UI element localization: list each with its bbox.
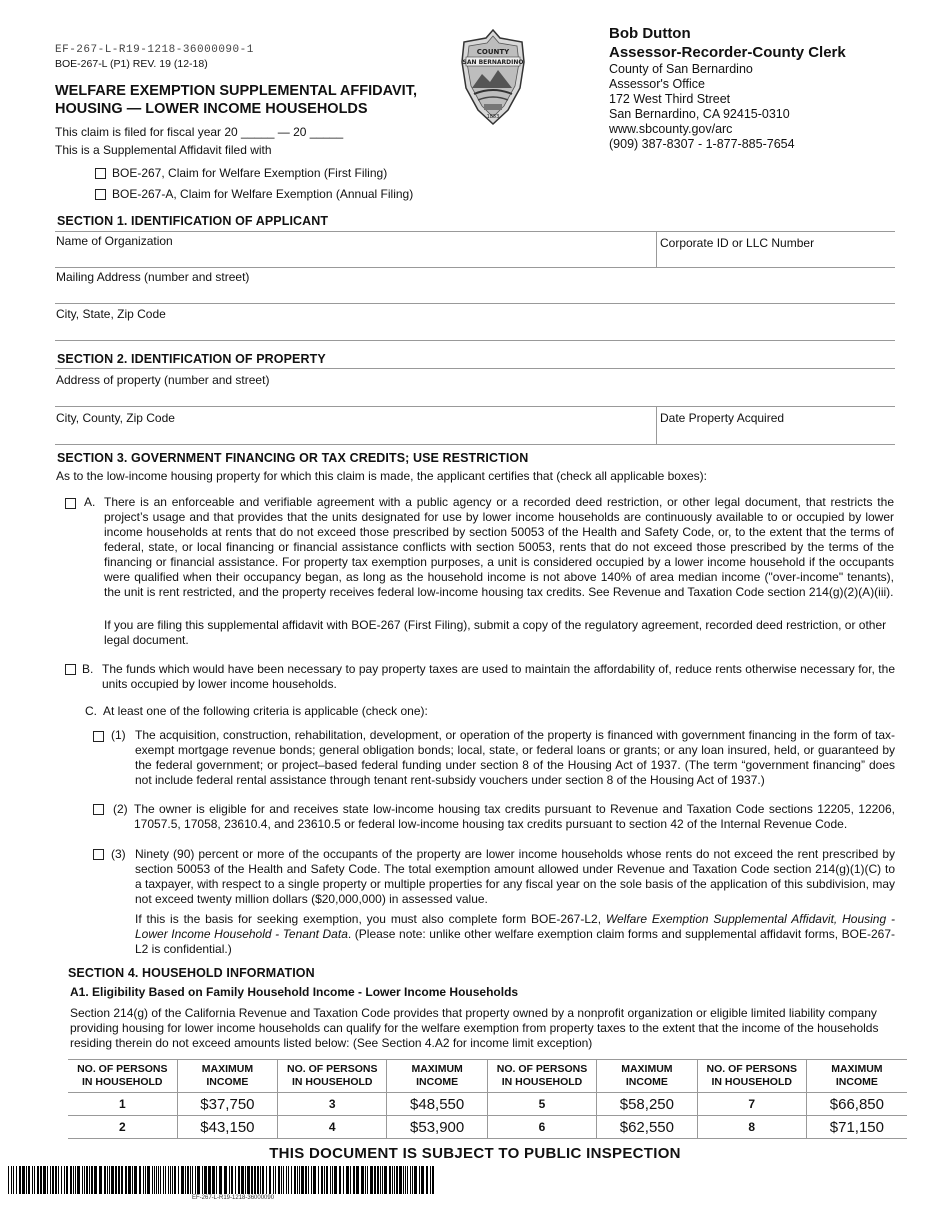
- property-address-field[interactable]: [56, 389, 894, 405]
- c3-note-form-title: Welfare Exemption Supplemental Affidavit, Housing - Lower Income Household - Tenant Data: [135, 912, 895, 941]
- criterion-b-label: B.: [82, 662, 94, 676]
- property-city-label: City, County, Zip Code: [56, 411, 175, 425]
- income-cell: $37,750: [177, 1093, 278, 1116]
- office-website: www.sbcounty.gov/arc: [609, 122, 733, 136]
- assessor-name: Bob Dutton: [609, 25, 691, 42]
- c3-note-start: If this is the basis for seeking exemption, you must also complete form BOE-267-L2,: [135, 912, 606, 926]
- date-acquired-label: Date Property Acquired: [660, 411, 785, 425]
- assessor-office-block: [609, 24, 846, 152]
- section3-intro: As to the low-income housing property for which this claim is made, the applicant certifies that (check all applicable boxes):: [56, 469, 707, 483]
- income-cell: $48,550: [387, 1093, 488, 1116]
- seal-band-text: SAN BERNARDINO: [462, 59, 524, 66]
- section2-heading: SECTION 2. IDENTIFICATION OF PROPERTY: [57, 352, 326, 366]
- date-acquired-field[interactable]: [660, 426, 894, 442]
- criterion-c-label: C.: [85, 704, 97, 718]
- office-street: 172 West Third Street: [609, 92, 731, 106]
- property-city-field[interactable]: [56, 426, 654, 442]
- form-title-line2: HOUSING — LOWER INCOME HOUSEHOLDS: [55, 101, 368, 117]
- assessor-title: Assessor-Recorder-County Clerk: [609, 44, 846, 61]
- criterion-a-checkbox[interactable]: [65, 498, 76, 509]
- criterion-c3-text: Ninety (90) percent or more of the occupants of the property are lower income households whose rents do not exceed the rent prescribed by section 50053 of the Health and Safety Code. The total exemption amount allowed under Revenue and Taxation Code section 214(g)(1)(C) to a taxpayer, with respect to a single property or multiple properties for any fiscal year on the sole basis of the application of this subdivision, may not exceed twenty million dollars ($20,000,000) in assessed value.: [135, 847, 895, 906]
- income-cell: $58,250: [597, 1093, 698, 1116]
- col-persons-header: NO. OF PERSONS IN HOUSEHOLD: [68, 1060, 177, 1093]
- table-row: [68, 1093, 907, 1116]
- persons-cell: 1: [68, 1093, 177, 1116]
- barcode-caption: EF-267-L-R19-1218-36000090: [192, 1195, 275, 1201]
- criterion-c1-text: The acquisition, construction, rehabilitation, development, or operation of the property is financed with government financing in the form of tax-exempt mortgage revenue bonds; general obligation bonds; local, state, or federal loans or grants; or any loan insured, held, or guaranteed by the federal government; or project–based federal funding under section 8 of the Housing Act of 1937. (The term “government financing” does not include federal rental assistance through tenant rent-subsidy vouchers under section 8 of the Housing Act of 1937.): [135, 728, 895, 787]
- income-cell: $62,550: [597, 1116, 698, 1139]
- office-name: Assessor's Office: [609, 77, 705, 91]
- office-phone: (909) 387-8307 - 1-877-885-7654: [609, 137, 795, 151]
- boe267a-label: BOE-267-A, Claim for Welfare Exemption (Annual Filing): [112, 187, 414, 201]
- col-persons-header: NO. OF PERSONS IN HOUSEHOLD: [697, 1060, 806, 1093]
- criterion-b-text: The funds which would have been necessary to pay property taxes are used to maintain the affordability of, reduce rents otherwise necessary for, the units occupied by lower income households.: [102, 662, 895, 691]
- supplemental-with-label: This is a Supplemental Affidavit filed with: [55, 143, 272, 157]
- persons-cell: 2: [68, 1116, 177, 1139]
- section4-a1-heading: A1. Eligibility Based on Family Household Income - Lower Income Households: [70, 985, 519, 999]
- boe267a-checkbox[interactable]: [95, 189, 106, 200]
- criterion-c2-checkbox[interactable]: [93, 804, 104, 815]
- org-name-label: Name of Organization: [56, 234, 173, 248]
- criterion-a-note: If you are filing this supplemental affidavit with BOE-267 (First Filing), submit a copy of the regulatory agreement, recorded deed restriction, or other legal document.: [104, 618, 887, 647]
- criterion-c3-note: [135, 912, 895, 957]
- mailing-address-label: Mailing Address (number and street): [56, 270, 250, 284]
- seal-top-text: COUNTY: [476, 48, 510, 56]
- income-cell: $66,850: [806, 1093, 907, 1116]
- income-table-header: [68, 1060, 907, 1093]
- option-boe267: [95, 166, 387, 180]
- persons-cell: 5: [487, 1093, 596, 1116]
- col-income-header: MAXIMUM INCOME: [597, 1060, 698, 1093]
- col-persons-header: NO. OF PERSONS IN HOUSEHOLD: [278, 1060, 387, 1093]
- income-cell: $71,150: [806, 1116, 907, 1139]
- section4-heading: SECTION 4. HOUSEHOLD INFORMATION: [68, 966, 315, 980]
- section4-description: Section 214(g) of the California Revenue and Taxation Code provides that property owned by a nonprofit organization or eligible limited liability company providing housing for lower income households can qualify for the welfare exemption from property taxes to the extent that the income of the households residing therein do not exceed amounts listed below: (See Section 4.A2 for income limit exception): [70, 1006, 879, 1050]
- criterion-c-text: At least one of the following criteria is applicable (check one):: [103, 704, 428, 718]
- mailing-address-field[interactable]: [56, 286, 894, 302]
- corp-id-field[interactable]: [660, 250, 894, 266]
- boe267-label: BOE-267, Claim for Welfare Exemption (First Filing): [112, 166, 388, 180]
- income-cell: $53,900: [387, 1116, 488, 1139]
- org-name-field[interactable]: [56, 250, 654, 266]
- boe267-checkbox[interactable]: [95, 168, 106, 179]
- fiscal-year-line: This claim is filed for fiscal year 20 _____ — 20 _____: [55, 125, 344, 139]
- office-city: San Bernardino, CA 92415-0310: [609, 107, 790, 121]
- city-state-zip-label: City, State, Zip Code: [56, 307, 166, 321]
- income-limits-table: [68, 1059, 907, 1139]
- criterion-a-text: There is an enforceable and verifiable agreement with a public agency or a recorded deed restriction, or other legal document, that restricts the project’s usage and that provides that the units designated for use by lower income households are continuously available to or occupied by lower income households at rents that do not exceed those prescribed by section 50053 of the Health and Safety Code, or, to the extent that the terms of federal, state, or local financing or financial assistance conflicts with section 50053, rents that do not exceed those prescribed by the terms of the financing or financial assistance. For property tax exemption purposes, a unit is considered occupied by a lower income household if the occupants were qualified when their occupancy began, as long as the household income is not above 140% of area median income ("over-income" tenants), the unit is rent restricted, and the property receives federal low-income housing tax credits. See Revenue and Taxation Code section 214(g)(2)(A)(iii).: [104, 495, 894, 599]
- form-number: BOE-267-L (P1) REV. 19 (12-18): [55, 58, 208, 70]
- corp-id-label: Corporate ID or LLC Number: [660, 236, 815, 250]
- property-address-label: Address of property (number and street): [56, 373, 270, 387]
- criterion-c1-checkbox[interactable]: [93, 731, 104, 742]
- table-row: [68, 1116, 907, 1139]
- criterion-a-label: A.: [84, 495, 96, 509]
- public-inspection-text: THIS DOCUMENT IS SUBJECT TO PUBLIC INSPECTION: [269, 1145, 681, 1162]
- criterion-c2-label: (2): [113, 802, 128, 816]
- form-code-line: EF-267-L-R19-1218-36000090-1: [55, 44, 254, 56]
- section1-heading: SECTION 1. IDENTIFICATION OF APPLICANT: [57, 214, 329, 228]
- persons-cell: 3: [278, 1093, 387, 1116]
- persons-cell: 6: [487, 1116, 596, 1139]
- persons-cell: 4: [278, 1116, 387, 1139]
- seal-year: 1853: [486, 114, 500, 120]
- criterion-c3-checkbox[interactable]: [93, 849, 104, 860]
- option-boe267a: [95, 187, 413, 201]
- criterion-c2-text: The owner is eligible for and receives state low-income housing tax credits pursuant to Revenue and Taxation Code sections 12205, 12206, 17057.5, 17058, 23610.4, and 23610.5 or federal low-income housing tax credits pursuant to section 42 of the Internal Revenue Code.: [134, 802, 895, 831]
- county-seal-logo: [452, 28, 534, 126]
- form-title: [55, 82, 417, 118]
- office-county: County of San Bernardino: [609, 62, 753, 76]
- city-state-zip-field[interactable]: [56, 322, 894, 338]
- barcode: [8, 1166, 438, 1194]
- criterion-c1-label: (1): [111, 728, 126, 742]
- criterion-c3-label: (3): [111, 847, 126, 861]
- public-inspection-notice: [0, 1145, 950, 1162]
- col-income-header: MAXIMUM INCOME: [387, 1060, 488, 1093]
- col-income-header: MAXIMUM INCOME: [806, 1060, 907, 1093]
- form-title-line1: WELFARE EXEMPTION SUPPLEMENTAL AFFIDAVIT,: [55, 83, 417, 99]
- criterion-b-checkbox[interactable]: [65, 664, 76, 675]
- col-persons-header: NO. OF PERSONS IN HOUSEHOLD: [487, 1060, 596, 1093]
- income-cell: $43,150: [177, 1116, 278, 1139]
- persons-cell: 7: [697, 1093, 806, 1116]
- section3-heading: SECTION 3. GOVERNMENT FINANCING OR TAX CREDITS; USE RESTRICTION: [57, 451, 529, 465]
- persons-cell: 8: [697, 1116, 806, 1139]
- c3-note-end: . (Please note: unlike other welfare exemption claim forms and supplemental affidavit forms, BOE-267-L2 is confidential.): [135, 927, 895, 956]
- col-income-header: MAXIMUM INCOME: [177, 1060, 278, 1093]
